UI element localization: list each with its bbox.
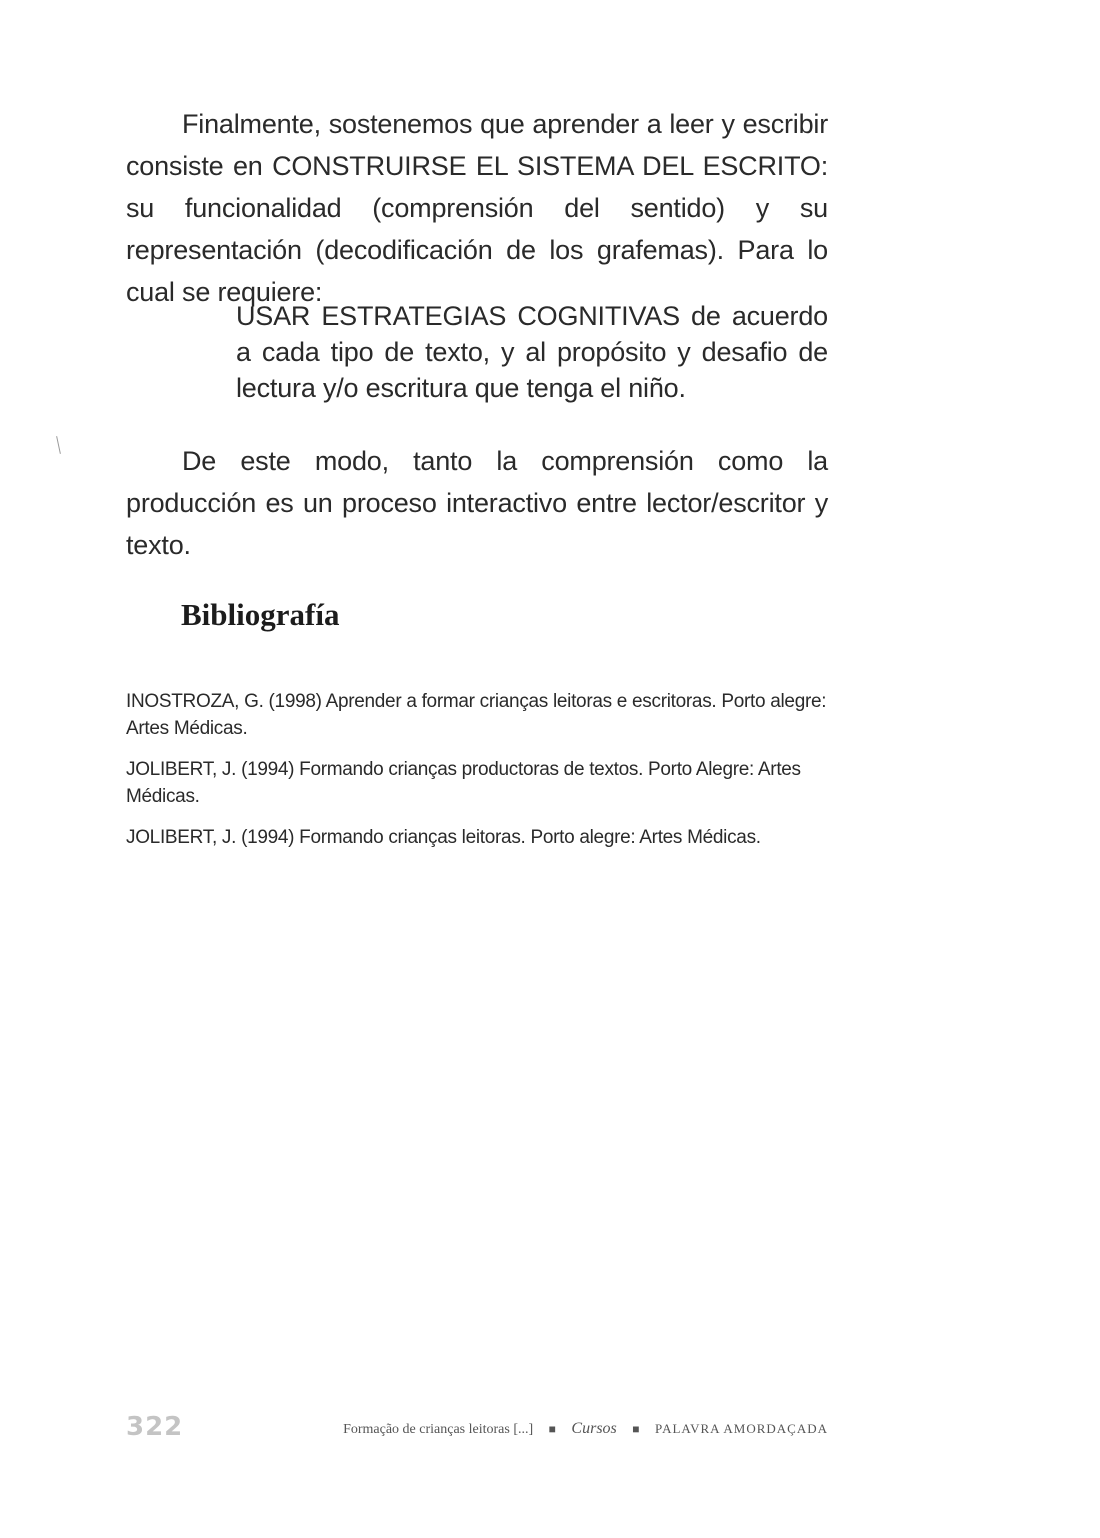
block-quote: USAR ESTRATEGIAS COGNITIVAS de acuerdo a cada tipo de texto, y al propósito y desafio de lectura y/o escritura que tenga el niño. [236,301,828,403]
footer-book-title: Formação de crianças leitoras [...] [343,1422,534,1437]
page-number: 322 [126,1412,184,1442]
footer-separator: ■ [632,1422,640,1436]
footer-series: PALAVRA AMORDAÇADA [655,1421,828,1436]
paragraph-intro [126,103,828,313]
bibliography-entry: JOLIBERT, J. (1994) Formando crianças leitoras. Porto alegre: Artes Médicas. [126,827,761,848]
running-footer [343,1420,828,1438]
page-footer [126,1412,828,1448]
paragraph-intro-text: Finalmente, sostenemos que aprender a leer y escribir consiste en CONSTRUIRSE EL SISTEMA DEL ESCRITO: su funcionalidad (comprensión del sentido) y su representación (decodificación de los grafemas). Para lo cual se requiere: [126,109,828,307]
footer-separator: ■ [548,1422,556,1436]
paragraph-conclusion-text: De este modo, tanto la comprensión como la producción es un proceso interactivo entre lector/escritor y texto. [126,446,828,560]
footer-section: Cursos [571,1420,617,1437]
bibliography-entry: JOLIBERT, J. (1994) Formando crianças productoras de textos. Porto Alegre: Artes Médicas. [126,759,801,807]
paragraph-conclusion [126,440,828,566]
bibliography-list [126,688,828,865]
scan-mark [56,436,61,454]
bibliography-entry: INOSTROZA, G. (1998) Aprender a formar crianças leitoras e escritoras. Porto alegre: Artes Médicas. [126,691,827,739]
bibliography-heading: Bibliografía [181,597,340,632]
